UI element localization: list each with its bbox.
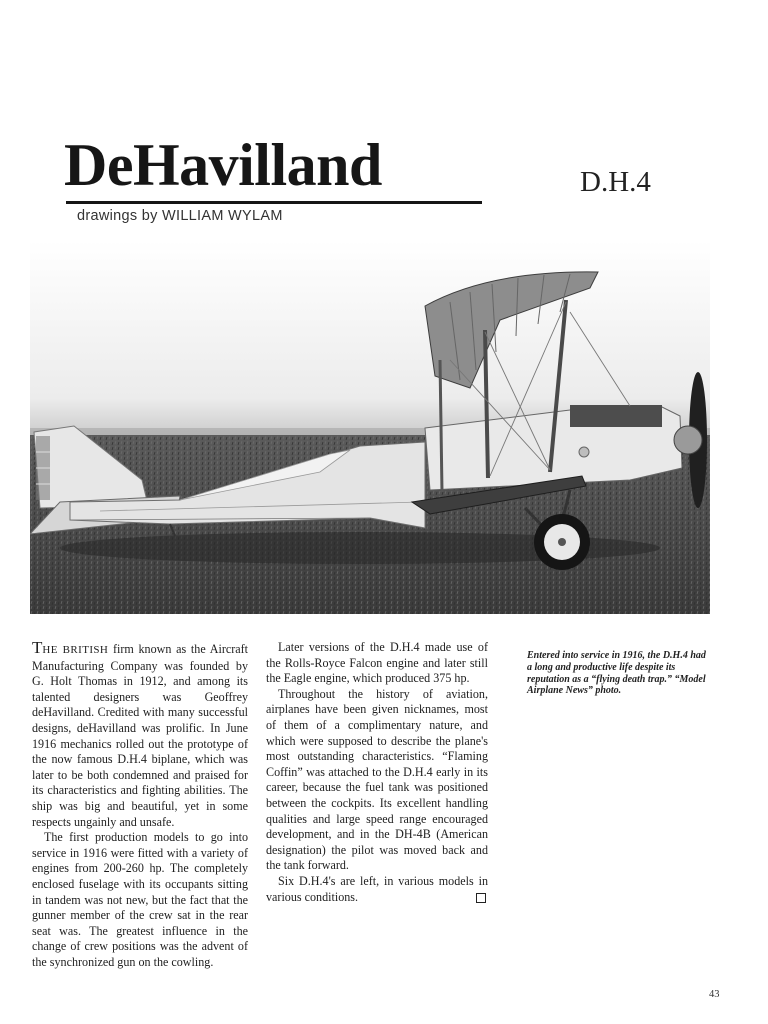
page-number: 43 bbox=[709, 989, 720, 1000]
paragraph: Throughout the history of aviation, airplanes have been given nicknames, most of them of a complimentary nature, and which were supposed to describe the plane's most outstanding characteristics. “Flaming Coffin” was attached to the D.H.4 early in its career, because the fuel tank was positioned between the cockpits. Its excellent handling qualities and large speed range encouraged development, and in the DH-4B (American designation) the pilot was moved back and the tank forward. bbox=[266, 686, 488, 873]
paragraph-text: firm known as the Aircraft Manufacturing Company was founded by G. Holt Thomas in 1912, and among its talented designers was Geoffrey deHavilland. Credited with many successful designs, deHavilland was prolific. In June 1916 mechanics rolled out the prototype of the now famous D.H.4 biplane, which was later to be both condemned and praised for its characteristics and fighting abilities. The ship was big and beautiful, yet in some respects ungainly and unsafe. bbox=[32, 642, 249, 829]
end-mark-icon bbox=[476, 893, 486, 903]
title-underline bbox=[66, 201, 482, 204]
paragraph-last bbox=[266, 874, 488, 905]
paragraph: Later versions of the D.H.4 made use of the Rolls-Royce Falcon engine and later still the Eagle engine, which produced 375 hp. bbox=[266, 640, 488, 686]
drop-cap: T bbox=[32, 638, 43, 657]
text-column-2 bbox=[266, 640, 488, 905]
lead-in: HE BRITISH bbox=[42, 644, 109, 656]
biplane-photo bbox=[30, 240, 710, 614]
biplane-illustration bbox=[30, 240, 710, 614]
photo-caption: Entered into service in 1916, the D.H.4 had a long and productive life despite its reputation as a “flying death trap.” “Model Airplane News” photo. bbox=[527, 650, 706, 697]
title-block bbox=[64, 132, 704, 202]
byline: drawings by WILLIAM WYLAM bbox=[77, 208, 283, 224]
text-column-1 bbox=[32, 640, 248, 970]
paragraph-text: Six D.H.4's are left, in various models in various conditions. bbox=[266, 873, 488, 904]
article-subtitle: D.H.4 bbox=[580, 166, 651, 198]
paragraph bbox=[32, 640, 248, 830]
paragraph: The first production models to go into service in 1916 were fitted with a variety of engines from 200-260 hp. The completely enclosed fuselage with its occupants sitting in tandem was not new, but the fact that the gunner member of the crew sat in the rear seat was. The greatest influence in the change of crew positions was the advent of the synchronized gun on the cowling. bbox=[32, 830, 248, 969]
article-title: DeHavilland bbox=[64, 132, 382, 198]
